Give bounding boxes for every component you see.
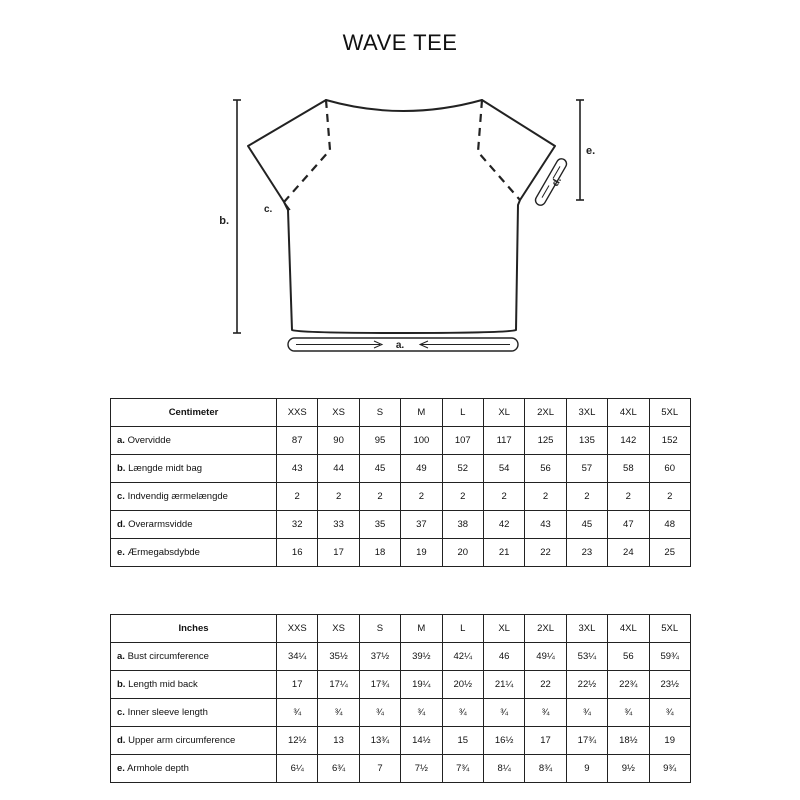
measurement-value: 38 (442, 511, 483, 539)
measurement-value: ¾ (566, 699, 607, 727)
measurement-value: 60 (649, 455, 690, 483)
measurement-value: 49 (401, 455, 442, 483)
measurement-key: b. (117, 679, 126, 690)
measurement-value: 20 (442, 539, 483, 567)
measurement-value: 8¼ (483, 755, 524, 783)
measurement-value: 22 (525, 539, 566, 567)
measurement-value: 18 (359, 539, 400, 567)
size-header: XXS (277, 399, 318, 427)
measurement-value: 22½ (566, 671, 607, 699)
measurement-value: 43 (525, 511, 566, 539)
measurement-value: 45 (566, 511, 607, 539)
measurement-value: ¾ (649, 699, 690, 727)
measurement-label (111, 643, 277, 671)
measurement-label (111, 427, 277, 455)
tee-schematic-diagram (0, 0, 800, 380)
size-header: M (401, 399, 442, 427)
size-header: 3XL (566, 615, 607, 643)
measure-e (576, 100, 584, 200)
measurement-value: 2 (277, 483, 318, 511)
measurement-value: 2 (525, 483, 566, 511)
measurement-value: 58 (608, 455, 649, 483)
measurement-name: Bust circumference (127, 651, 209, 662)
measurement-key: a. (117, 651, 125, 662)
measurement-name: Overvidde (127, 435, 171, 446)
measurement-label (111, 511, 277, 539)
measurement-key: c. (117, 707, 125, 718)
measurement-value: 2 (649, 483, 690, 511)
measurement-value: 9¾ (649, 755, 690, 783)
measurement-value: 49¼ (525, 643, 566, 671)
measurement-value: ¾ (277, 699, 318, 727)
measurement-name: Overarmsvidde (128, 519, 193, 530)
measurement-value: 9½ (608, 755, 649, 783)
measurement-value: 19 (649, 727, 690, 755)
measurement-value: 135 (566, 427, 607, 455)
measurement-value: 2 (566, 483, 607, 511)
measurement-value: ¾ (442, 699, 483, 727)
tee-outline (248, 100, 555, 333)
measurement-value: 152 (649, 427, 690, 455)
armhole-dashed-lines (284, 100, 520, 202)
measurement-key: d. (117, 519, 126, 530)
measurement-key: c. (117, 491, 125, 502)
label-a: a. (395, 340, 405, 351)
measurement-value: 23 (566, 539, 607, 567)
table-row (111, 671, 691, 699)
measurement-value: 13 (318, 727, 359, 755)
measurement-value: 44 (318, 455, 359, 483)
size-header: 4XL (608, 399, 649, 427)
right-armhole-line (478, 100, 520, 200)
label-e: e. (586, 145, 596, 157)
tee-body-outline (248, 100, 555, 333)
measurement-value: 87 (277, 427, 318, 455)
measurement-label (111, 483, 277, 511)
measurement-name: Armhole depth (127, 763, 189, 774)
measurement-value: 7¾ (442, 755, 483, 783)
measurement-value: 21 (483, 539, 524, 567)
size-header: XL (483, 399, 524, 427)
measurement-value: 19¼ (401, 671, 442, 699)
size-header: 5XL (649, 399, 690, 427)
measurement-value: 35½ (318, 643, 359, 671)
size-header: 5XL (649, 615, 690, 643)
size-header: S (359, 399, 400, 427)
measurement-value: 25 (649, 539, 690, 567)
measurement-value: ¾ (318, 699, 359, 727)
size-header: L (442, 615, 483, 643)
measurement-value: 12½ (277, 727, 318, 755)
neckline (326, 100, 482, 111)
measurement-value: 56 (525, 455, 566, 483)
measurement-name: Length mid back (128, 679, 198, 690)
measurement-value: 14½ (401, 727, 442, 755)
measurement-value: 117 (483, 427, 524, 455)
size-header: S (359, 615, 400, 643)
measurement-value: ¾ (483, 699, 524, 727)
measurement-value: 13¾ (359, 727, 400, 755)
measurement-value: 47 (608, 511, 649, 539)
measurement-value: 39½ (401, 643, 442, 671)
measurement-value: 125 (525, 427, 566, 455)
table-row (111, 539, 691, 567)
measurement-value: 32 (277, 511, 318, 539)
size-header: 3XL (566, 399, 607, 427)
measurement-name: Indvendig ærmelængde (127, 491, 228, 502)
measurement-value: 17¼ (318, 671, 359, 699)
measurement-value: 46 (483, 643, 524, 671)
size-header: XS (318, 399, 359, 427)
measurement-value: 22¾ (608, 671, 649, 699)
measurement-value: 107 (442, 427, 483, 455)
measurement-value: 42¼ (442, 643, 483, 671)
measurement-key: a. (117, 435, 125, 446)
measurement-value: 54 (483, 455, 524, 483)
size-header: XS (318, 615, 359, 643)
table-row (111, 511, 691, 539)
table-header-unit: Centimeter (111, 399, 277, 427)
measurement-value: 52 (442, 455, 483, 483)
measurement-value: 16½ (483, 727, 524, 755)
inches-size-table (110, 614, 691, 783)
measurement-value: 2 (442, 483, 483, 511)
measurement-value: 37½ (359, 643, 400, 671)
measurement-value: 20½ (442, 671, 483, 699)
measurement-value: 15 (442, 727, 483, 755)
measurement-value: 7 (359, 755, 400, 783)
measurement-value: 8¾ (525, 755, 566, 783)
measurement-value: 33 (318, 511, 359, 539)
size-header: L (442, 399, 483, 427)
table-row (111, 483, 691, 511)
size-header: XXS (277, 615, 318, 643)
measurement-name: Ærmegabsdybde (127, 547, 200, 558)
measurement-name: Inner sleeve length (127, 707, 208, 718)
measurement-value: 7½ (401, 755, 442, 783)
measurement-value: 100 (401, 427, 442, 455)
measurement-value: 42 (483, 511, 524, 539)
measurement-label (111, 699, 277, 727)
measurement-value: 45 (359, 455, 400, 483)
measurement-value: 2 (483, 483, 524, 511)
table-row (111, 755, 691, 783)
page-title: WAVE TEE (342, 30, 458, 55)
measurement-value: 59¾ (649, 643, 690, 671)
centimeter-size-table (110, 398, 691, 567)
measurement-value: 37 (401, 511, 442, 539)
measurement-value: 53¼ (566, 643, 607, 671)
measurement-label (111, 727, 277, 755)
measurement-value: 6¼ (277, 755, 318, 783)
measurement-value: 34¼ (277, 643, 318, 671)
measurement-value: 2 (318, 483, 359, 511)
measurement-name: Længde midt bag (128, 463, 203, 474)
table-row (111, 727, 691, 755)
left-armhole-line (284, 100, 330, 202)
measurement-key: d. (117, 735, 126, 746)
measurement-value: ¾ (359, 699, 400, 727)
size-header: 2XL (525, 399, 566, 427)
label-b: b. (219, 215, 229, 227)
measurement-label (111, 671, 277, 699)
size-header: M (401, 615, 442, 643)
measurement-value: 19 (401, 539, 442, 567)
measurement-name: Upper arm circumference (128, 735, 236, 746)
measurement-value: 90 (318, 427, 359, 455)
measurement-value: ¾ (608, 699, 649, 727)
measurement-value: 16 (277, 539, 318, 567)
measurement-value: 17¾ (566, 727, 607, 755)
measurement-value: ¾ (525, 699, 566, 727)
measurement-value: 2 (608, 483, 649, 511)
measurement-label (111, 755, 277, 783)
label-c: c. (264, 204, 273, 215)
measurement-key: e. (117, 547, 125, 558)
measurement-value: 22 (525, 671, 566, 699)
measurement-value: 56 (608, 643, 649, 671)
table-header-unit: Inches (111, 615, 277, 643)
measurement-value: 17 (318, 539, 359, 567)
table-header-row (111, 399, 691, 427)
measurement-value: 9 (566, 755, 607, 783)
size-header: XL (483, 615, 524, 643)
measurement-value: 17 (277, 671, 318, 699)
measurement-value: 142 (608, 427, 649, 455)
measurement-value: 2 (359, 483, 400, 511)
measurement-value: 35 (359, 511, 400, 539)
measurement-label (111, 455, 277, 483)
size-header: 2XL (525, 615, 566, 643)
measurement-value: 18½ (608, 727, 649, 755)
table-header-row (111, 615, 691, 643)
measurement-value: 21¼ (483, 671, 524, 699)
measurement-value: 6¾ (318, 755, 359, 783)
measurement-key: e. (117, 763, 125, 774)
measurement-value: 57 (566, 455, 607, 483)
measurement-value: 2 (401, 483, 442, 511)
measure-b (233, 100, 241, 333)
measurement-value: 43 (277, 455, 318, 483)
measurement-value: 23½ (649, 671, 690, 699)
measurement-value: 17¾ (359, 671, 400, 699)
measurement-value: 24 (608, 539, 649, 567)
measurement-value: 48 (649, 511, 690, 539)
measurement-value: 95 (359, 427, 400, 455)
table-row (111, 455, 691, 483)
label-d: d. (550, 175, 565, 189)
measurement-value: ¾ (401, 699, 442, 727)
measurement-value: 17 (525, 727, 566, 755)
table-row (111, 643, 691, 671)
table-row (111, 427, 691, 455)
table-row (111, 699, 691, 727)
size-header: 4XL (608, 615, 649, 643)
measurement-label (111, 539, 277, 567)
measurement-key: b. (117, 463, 126, 474)
